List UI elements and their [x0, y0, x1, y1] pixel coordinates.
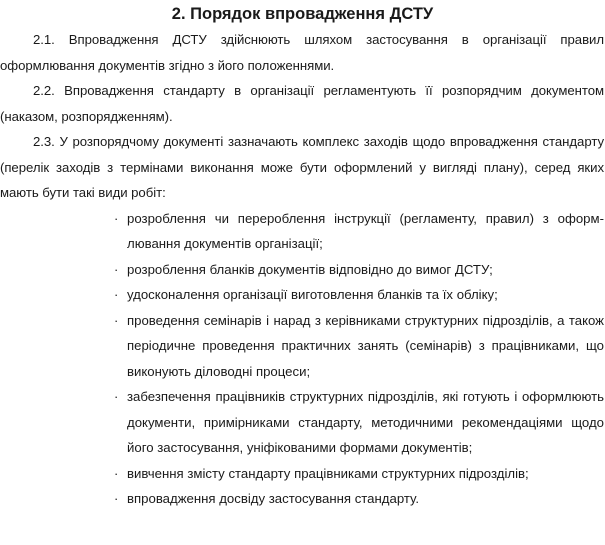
- list-item: [114, 308, 605, 385]
- bullet-marker: ·: [114, 312, 119, 328]
- list-item-text: вивчення змісту стандарту працівниками структурних підрозділів;: [127, 465, 529, 481]
- section-heading: 2. Порядок впровадження ДСТУ: [171, 5, 434, 23]
- bullet-marker: ·: [114, 389, 119, 404]
- list-item-text: удосконалення організації виготовлення бланків та їх обліку;: [127, 287, 498, 302]
- bullet-marker: ·: [114, 287, 119, 302]
- paragraph-2-2: 2.2. Впровадження стандарту в організації регламентують її розпорядчим документом (наказом, розпорядженням).: [0, 83, 604, 124]
- list-item: [114, 206, 605, 257]
- work-types-list: [0, 206, 605, 512]
- list-item: [114, 282, 605, 308]
- list-item-text: впровадження досвіду застосування стандарту.: [127, 491, 419, 506]
- list-item-text: проведення семінарів і нарад з керівниками структурних підрозділів, а також періодичне проведення практичних занять (семінарів) з працівниками, що виконують діловодні процеси;: [127, 312, 604, 379]
- paragraph-2-3: 2.3. У розпорядчому документі зазначають комплекс заходів щодо впровадження стандарту (перелік заходів з термінами виконання може бути оформлений у вигляді плану), серед яких мають бути такі види робіт:: [0, 134, 604, 200]
- list-item-text: розроблення чи перероблення інструкції (регламенту, правил) з оформлювання документів організації;: [127, 210, 604, 251]
- bullet-marker: ·: [114, 210, 119, 226]
- list-item: [114, 384, 605, 461]
- bullet-marker: ·: [114, 465, 119, 481]
- list-item-text: розроблення бланків документів відповідно до вимог ДСТУ;: [127, 261, 493, 277]
- bullet-marker: ·: [114, 261, 119, 277]
- bullet-marker: ·: [114, 491, 119, 506]
- list-item: [114, 257, 605, 283]
- list-item: [114, 486, 605, 512]
- paragraph-2-1: 2.1. Впровадження ДСТУ здійснюють шляхом застосування в організації правил оформлювання документів згідно з його положеннями.: [0, 32, 604, 73]
- list-item-text: забезпечення працівників структурних підрозділів, які готують і оформлюють документи, примірниками стандарту, методичними рекомендаціями щодо його застосування, уніфікованими формами документів;: [127, 389, 604, 455]
- list-item: [114, 461, 605, 487]
